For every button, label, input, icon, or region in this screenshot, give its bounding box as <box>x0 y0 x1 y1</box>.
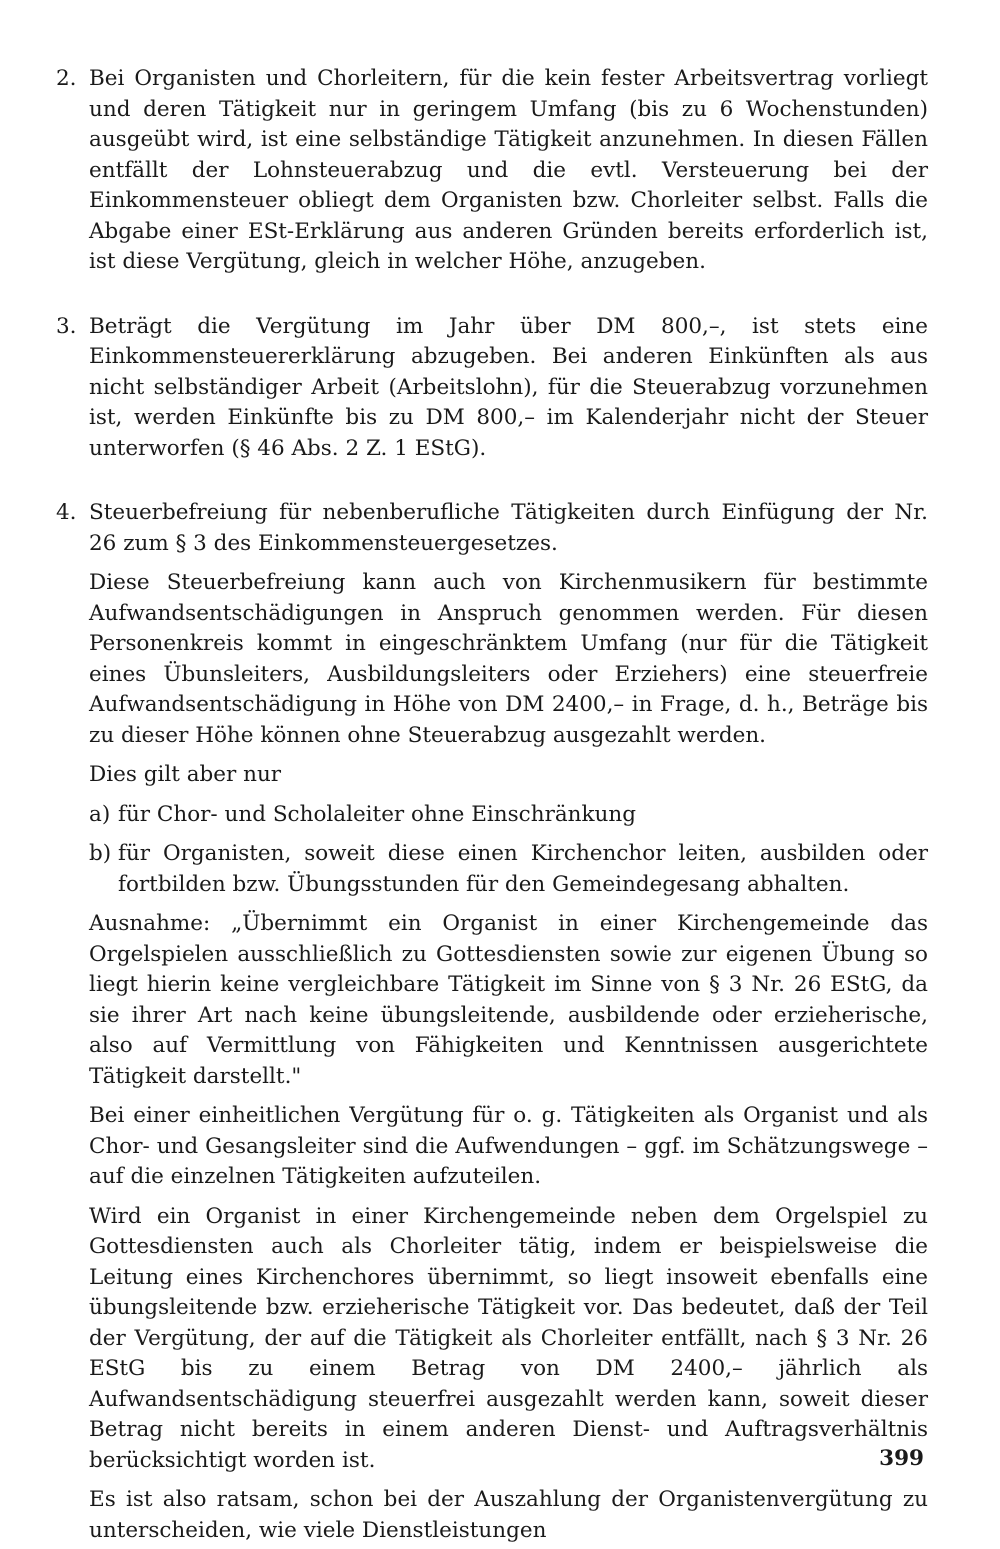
item-number: 4. <box>56 500 77 525</box>
item-text: Steuerbefreiung für nebenberufliche Tätigkeiten durch Einfügung der Nr. 26 zum § 3 des Einkommensteuergesetzes. <box>89 500 928 556</box>
list-item-2 <box>56 64 928 278</box>
item-number: 3. <box>56 313 77 339</box>
paragraph: Es ist also ratsam, schon bei der Auszahlung der Organistenvergütung zu unterscheiden, wie viele Dienstleistungen <box>89 1487 928 1543</box>
paragraph: Bei einer einheitlichen Vergütung für o. g. Tätigkeiten als Organist und als Chor- und Gesangsleiter sind die Aufwendungen – ggf. im Schätzungswege – auf die einzelnen Tätigkeiten aufzuteilen. <box>89 1103 928 1189</box>
paragraph: Diese Steuerbefreiung kann auch von Kirchenmusikern für bestimmte Aufwandsentschädigungen in Anspruch genommen werden. Für diesen Personenkreis kommt in eingeschränktem Umfang (nur für die Tätigkeit eines Übunsleiters, Ausbildungsleiters oder Erziehers) eine steuerfreie Aufwandsentschädigung in Höhe von DM 2400,– in Frage, d. h., Beträge bis zu dieser Höhe können ohne Steuerabzug ausgezahlt werden. <box>89 570 928 748</box>
item-text: Beträgt die Vergütung im Jahr über DM 800,–, ist stets eine Einkommensteuererklärung abzugeben. Bei anderen Einkünften als aus nicht selbständiger Arbeit (Arbeitslohn), für die Steuerabzug vorzunehmen ist, werden Einkünfte bis zu DM 800,– im Kalenderjahr nicht der Steuer unterworfen (§ 46 Abs. 2 Z. 1 EStG). <box>89 313 928 461</box>
list-item-4 <box>56 498 928 1546</box>
item-number: 2. <box>56 66 77 91</box>
sub-item-letter: b) <box>89 841 112 866</box>
sub-item-text: für Chor- und Scholaleiter ohne Einschränkung <box>118 801 636 827</box>
sub-item-b <box>89 839 928 900</box>
paragraph: Dies gilt aber nur <box>89 762 282 787</box>
sub-item-letter: a) <box>89 801 111 827</box>
paragraph: Wird ein Organist in einer Kirchengemeinde neben dem Orgelspiel zu Gottesdiensten auch als Chorleiter tätig, indem er beispielsweise die Leitung eines Kirchenchores übernimmt, so liegt insoweit ebenfalls eine übungsleitende bzw. erzieherische Tätigkeit vor. Das bedeutet, daß der Teil der Vergütung, der auf die Tätigkeit als Chorleiter entfällt, nach § 3 Nr. 26 EStG bis zu einem Betrag von DM 2400,– jährlich als Aufwandsentschädigung steuerfrei ausgezahlt werden kann, soweit dieser Betrag nicht bereits in einem anderen Dienst- und Auftragsverhältnis berücksichtigt worden ist. <box>89 1203 928 1473</box>
sub-item-text: für Organisten, soweit diese einen Kirchenchor leiten, ausbilden oder fortbilden bzw. Übungsstunden für den Gemeindegesang abhalten. <box>118 841 928 897</box>
sub-item-a <box>89 800 928 831</box>
body-text <box>56 64 928 1546</box>
item-text: Bei Organisten und Chorleitern, für die kein fester Arbeitsvertrag vorliegt und deren Tätigkeit nur in geringem Umfang (bis zu 6 Wochenstunden) ausgeübt wird, ist eine selbständige Tätigkeit anzunehmen. In diesen Fällen entfällt der Lohnsteuerabzug und die evtl. Versteuerung bei der Einkommensteuer obliegt dem Organisten bzw. Chorleiter selbst. Falls die Abgabe einer ESt-Erklärung aus anderen Gründen bereits erforderlich ist, ist diese Vergütung, gleich in welcher Höhe, anzugeben. <box>89 66 928 274</box>
paragraph: Ausnahme: „Übernimmt ein Organist in einer Kirchengemeinde das Orgelspielen ausschließlich zu Gottesdiensten sowie zur eigenen Übung so liegt hierin keine vergleichbare Tätigkeit im Sinne von § 3 Nr. 26 EStG, da sie ihrer Art nach keine übungsleitende, ausbildende oder erzieherische, also auf Vermittlung von Fähigkeiten und Kenntnissen ausgerichtete Tätigkeit darstellt." <box>89 911 928 1089</box>
page-number: 399 <box>879 1446 924 1471</box>
list-item-3 <box>56 312 928 465</box>
